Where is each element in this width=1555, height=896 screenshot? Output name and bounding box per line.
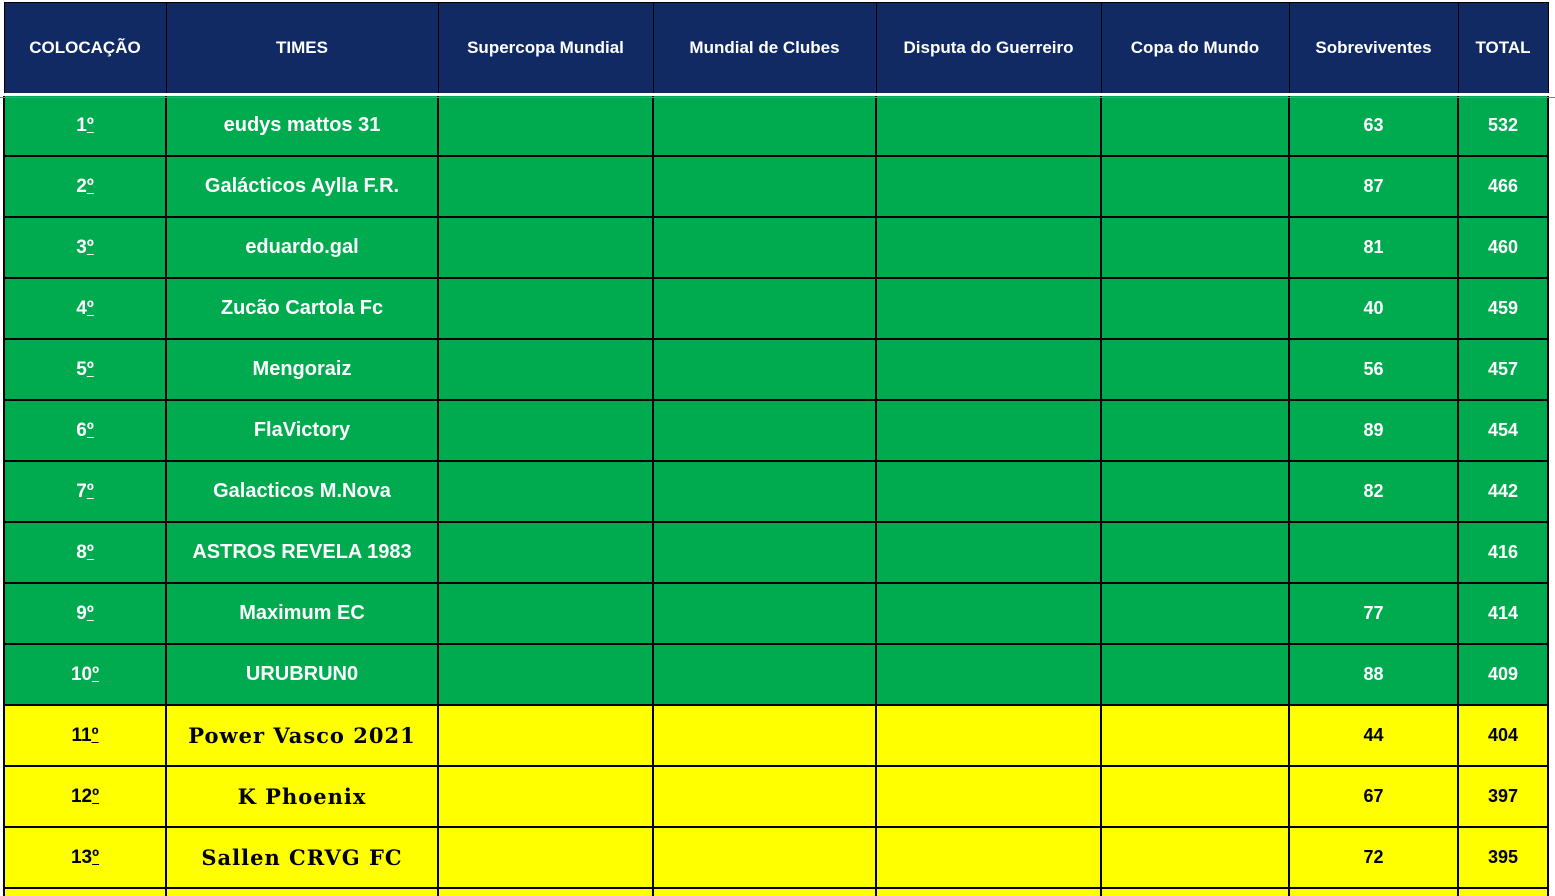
mundial-de-clubes-cell[interactable] xyxy=(653,583,876,644)
team-cell[interactable]: Sallen CRVG FC xyxy=(166,827,438,888)
table-row xyxy=(4,705,1548,766)
frozen-pane-divider xyxy=(0,97,1555,98)
supercopa-mundial-cell[interactable] xyxy=(438,278,653,339)
copa-do-mundo-cell[interactable] xyxy=(1101,705,1289,766)
sobreviventes-cell[interactable] xyxy=(1289,888,1458,896)
pos-cell[interactable]: 5º xyxy=(4,339,166,400)
team-cell[interactable]: K Phoenix xyxy=(166,766,438,827)
copa-do-mundo-cell[interactable] xyxy=(1101,156,1289,217)
supercopa-mundial-cell[interactable] xyxy=(438,339,653,400)
table-row xyxy=(4,522,1548,583)
total-cell[interactable]: 409 xyxy=(1458,644,1548,705)
sobreviventes-cell[interactable]: 67 xyxy=(1289,766,1458,827)
sobreviventes-cell[interactable]: 63 xyxy=(1289,95,1458,157)
sobreviventes-cell[interactable]: 81 xyxy=(1289,217,1458,278)
pos-cell[interactable]: 12º xyxy=(4,766,166,827)
mundial-de-clubes-cell[interactable] xyxy=(653,339,876,400)
pos-cell[interactable]: 7º xyxy=(4,461,166,522)
table-row xyxy=(4,339,1548,400)
table-row xyxy=(4,400,1548,461)
supercopa-mundial-cell[interactable] xyxy=(438,217,653,278)
team-cell[interactable]: eduardo.gal xyxy=(166,217,438,278)
team-cell[interactable]: Galácticos Aylla F.R. xyxy=(166,156,438,217)
disputa-do-guerreiro-cell[interactable] xyxy=(876,705,1101,766)
copa-do-mundo-cell[interactable] xyxy=(1101,644,1289,705)
disputa-do-guerreiro-cell[interactable] xyxy=(876,339,1101,400)
disputa-do-guerreiro-cell[interactable] xyxy=(876,644,1101,705)
copa-do-mundo-cell[interactable] xyxy=(1101,400,1289,461)
total-cell[interactable]: 416 xyxy=(1458,522,1548,583)
mundial-de-clubes-cell[interactable] xyxy=(653,400,876,461)
supercopa-mundial-cell[interactable] xyxy=(438,644,653,705)
table-row xyxy=(4,766,1548,827)
total-cell[interactable]: 459 xyxy=(1458,278,1548,339)
column-header-colocacao[interactable]: COLOCAÇÃO xyxy=(4,3,166,95)
sobreviventes-cell[interactable]: 40 xyxy=(1289,278,1458,339)
table-row xyxy=(4,827,1548,888)
table-row xyxy=(4,278,1548,339)
disputa-do-guerreiro-cell[interactable] xyxy=(876,522,1101,583)
disputa-do-guerreiro-cell[interactable] xyxy=(876,461,1101,522)
disputa-do-guerreiro-cell[interactable] xyxy=(876,827,1101,888)
team-cell[interactable] xyxy=(166,888,438,896)
total-cell[interactable]: 454 xyxy=(1458,400,1548,461)
supercopa-mundial-cell[interactable] xyxy=(438,95,653,157)
copa-do-mundo-cell[interactable] xyxy=(1101,583,1289,644)
pos-cell[interactable]: 9º xyxy=(4,583,166,644)
total-cell[interactable] xyxy=(1458,888,1548,896)
total-cell[interactable]: 442 xyxy=(1458,461,1548,522)
team-cell[interactable]: Maximum EC xyxy=(166,583,438,644)
pos-cell[interactable]: 8º xyxy=(4,522,166,583)
sobreviventes-cell[interactable] xyxy=(1289,522,1458,583)
pos-cell[interactable]: 13º xyxy=(4,827,166,888)
total-cell[interactable]: 457 xyxy=(1458,339,1548,400)
supercopa-mundial-cell[interactable] xyxy=(438,888,653,896)
total-cell[interactable]: 397 xyxy=(1458,766,1548,827)
total-cell[interactable]: 466 xyxy=(1458,156,1548,217)
disputa-do-guerreiro-cell[interactable] xyxy=(876,583,1101,644)
copa-do-mundo-cell[interactable] xyxy=(1101,278,1289,339)
mundial-de-clubes-cell[interactable] xyxy=(653,888,876,896)
mundial-de-clubes-cell[interactable] xyxy=(653,522,876,583)
column-header-copa-do-mundo[interactable]: Copa do Mundo xyxy=(1101,3,1289,95)
mundial-de-clubes-cell[interactable] xyxy=(653,827,876,888)
copa-do-mundo-cell[interactable] xyxy=(1101,339,1289,400)
disputa-do-guerreiro-cell[interactable] xyxy=(876,95,1101,157)
mundial-de-clubes-cell[interactable] xyxy=(653,705,876,766)
copa-do-mundo-cell[interactable] xyxy=(1101,766,1289,827)
supercopa-mundial-cell[interactable] xyxy=(438,705,653,766)
team-cell[interactable]: Galacticos M.Nova xyxy=(166,461,438,522)
sobreviventes-cell[interactable]: 44 xyxy=(1289,705,1458,766)
sobreviventes-cell[interactable]: 89 xyxy=(1289,400,1458,461)
supercopa-mundial-cell[interactable] xyxy=(438,400,653,461)
copa-do-mundo-cell[interactable] xyxy=(1101,827,1289,888)
pos-cell[interactable]: 3º xyxy=(4,217,166,278)
sobreviventes-cell[interactable]: 56 xyxy=(1289,339,1458,400)
disputa-do-guerreiro-cell[interactable] xyxy=(876,888,1101,896)
disputa-do-guerreiro-cell[interactable] xyxy=(876,156,1101,217)
team-cell[interactable]: eudys mattos 31 xyxy=(166,95,438,157)
pos-cell[interactable]: 4º xyxy=(4,278,166,339)
disputa-do-guerreiro-cell[interactable] xyxy=(876,766,1101,827)
mundial-de-clubes-cell[interactable] xyxy=(653,766,876,827)
disputa-do-guerreiro-cell[interactable] xyxy=(876,278,1101,339)
mundial-de-clubes-cell[interactable] xyxy=(653,156,876,217)
table-row xyxy=(4,95,1548,157)
total-cell[interactable]: 395 xyxy=(1458,827,1548,888)
team-cell[interactable]: FlaVictory xyxy=(166,400,438,461)
column-header-supercopa-mundial[interactable]: Supercopa Mundial xyxy=(438,3,653,95)
supercopa-mundial-cell[interactable] xyxy=(438,766,653,827)
table-row xyxy=(4,156,1548,217)
supercopa-mundial-cell[interactable] xyxy=(438,583,653,644)
pos-cell[interactable]: 11º xyxy=(4,705,166,766)
mundial-de-clubes-cell[interactable] xyxy=(653,95,876,157)
total-cell[interactable]: 404 xyxy=(1458,705,1548,766)
table-row xyxy=(4,644,1548,705)
team-cell[interactable]: ASTROS REVELA 1983 xyxy=(166,522,438,583)
column-header-total[interactable]: TOTAL xyxy=(1458,3,1548,95)
total-cell[interactable]: 532 xyxy=(1458,95,1548,157)
supercopa-mundial-cell[interactable] xyxy=(438,461,653,522)
supercopa-mundial-cell[interactable] xyxy=(438,522,653,583)
team-cell[interactable]: Power Vasco 2021 xyxy=(166,705,438,766)
total-cell[interactable]: 414 xyxy=(1458,583,1548,644)
pos-cell[interactable]: 1º xyxy=(4,95,166,157)
mundial-de-clubes-cell[interactable] xyxy=(653,644,876,705)
pos-cell[interactable] xyxy=(4,888,166,896)
total-cell[interactable]: 460 xyxy=(1458,217,1548,278)
copa-do-mundo-cell[interactable] xyxy=(1101,522,1289,583)
team-cell[interactable]: Mengoraiz xyxy=(166,339,438,400)
table-row xyxy=(4,888,1548,896)
pos-cell[interactable]: 6º xyxy=(4,400,166,461)
team-cell[interactable]: URUBRUN0 xyxy=(166,644,438,705)
sobreviventes-cell[interactable]: 88 xyxy=(1289,644,1458,705)
column-header-times[interactable]: TIMES xyxy=(166,3,438,95)
sobreviventes-cell[interactable]: 87 xyxy=(1289,156,1458,217)
mundial-de-clubes-cell[interactable] xyxy=(653,461,876,522)
mundial-de-clubes-cell[interactable] xyxy=(653,278,876,339)
supercopa-mundial-cell[interactable] xyxy=(438,156,653,217)
copa-do-mundo-cell[interactable] xyxy=(1101,217,1289,278)
copa-do-mundo-cell[interactable] xyxy=(1101,461,1289,522)
sobreviventes-cell[interactable]: 82 xyxy=(1289,461,1458,522)
pos-cell[interactable]: 10º xyxy=(4,644,166,705)
team-cell[interactable]: Zucão Cartola Fc xyxy=(166,278,438,339)
sobreviventes-cell[interactable]: 72 xyxy=(1289,827,1458,888)
disputa-do-guerreiro-cell[interactable] xyxy=(876,217,1101,278)
table-row xyxy=(4,461,1548,522)
mundial-de-clubes-cell[interactable] xyxy=(653,217,876,278)
table-row xyxy=(4,217,1548,278)
sobreviventes-cell[interactable]: 77 xyxy=(1289,583,1458,644)
copa-do-mundo-cell[interactable] xyxy=(1101,888,1289,896)
pos-cell[interactable]: 2º xyxy=(4,156,166,217)
column-header-sobreviventes[interactable]: Sobreviventes xyxy=(1289,3,1458,95)
ranking-table xyxy=(3,2,1549,896)
column-header-disputa-do-guerreiro[interactable]: Disputa do Guerreiro xyxy=(876,3,1101,95)
column-header-mundial-de-clubes[interactable]: Mundial de Clubes xyxy=(653,3,876,95)
header-row xyxy=(4,3,1548,95)
table-row xyxy=(4,583,1548,644)
copa-do-mundo-cell[interactable] xyxy=(1101,95,1289,157)
disputa-do-guerreiro-cell[interactable] xyxy=(876,400,1101,461)
supercopa-mundial-cell[interactable] xyxy=(438,827,653,888)
